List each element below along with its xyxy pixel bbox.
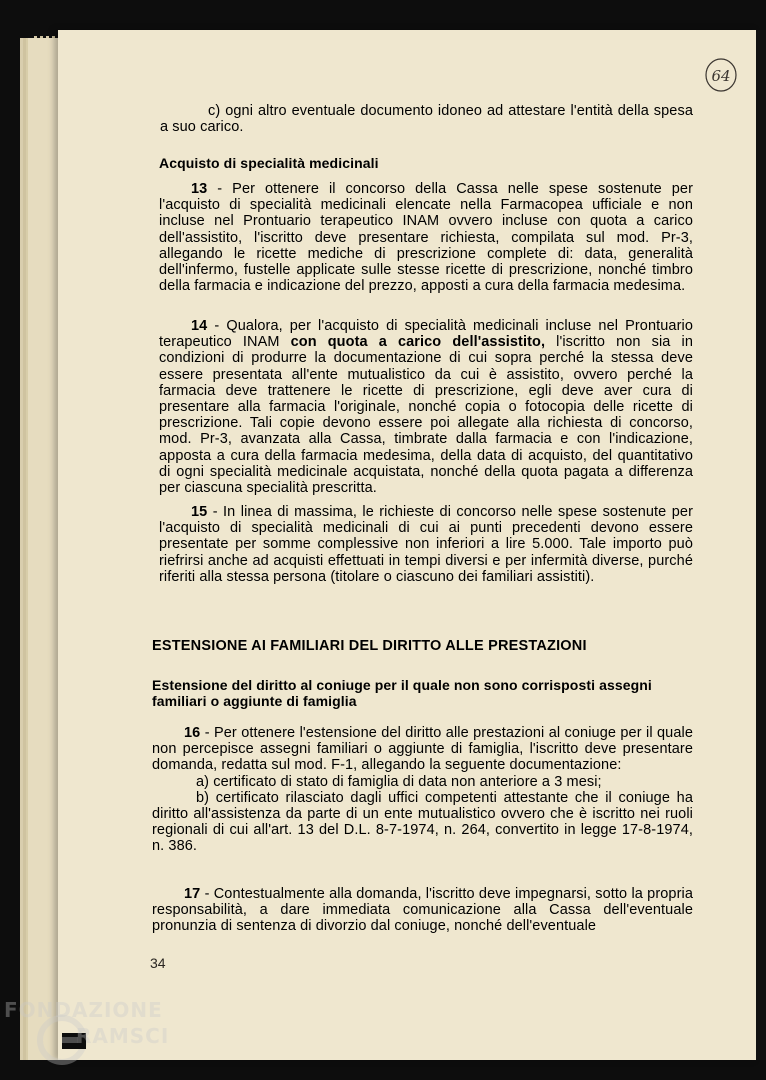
paragraph-text: - In linea di massima, le richieste di concorso nelle spese sostenute per l'acquisto di specialità medicinali di cui ai punti precedenti devono essere presentate per somme complessive non inferiori a lire 5.000. Tale importo può riefrirsi anche ad acquisti effettuati in tempi diversi e per infermità diverse, purché riferiti alla stessa persona (titolare o ciascuno dei familiari assistiti).	[159, 504, 693, 585]
subsection-coniuge	[152, 677, 693, 709]
paragraph-15	[159, 504, 693, 585]
paragraph-bold-text: con quota a carico dell'assistito,	[290, 334, 546, 351]
paragraph-17	[152, 886, 693, 935]
heading-coniuge: Estensione del diritto al coniuge per il quale non sono corrisposti assegni familiari o aggiunte di famiglia	[152, 677, 652, 710]
list-item-b: b) certificato rilasciato dagli uffici competenti attestante che il coniuge ha diritto all'assistenza da parte di un ente mutualistico ovvero che è iscritto nei ruoli regionali di cui all'art. 13 del D.L. 8-7-1974, n. 264, convertito in legge 17-8-1974, n. 386.	[152, 789, 693, 855]
paragraph-text: - Qualora, per l'acquisto di specialità medicinali incluse nel Prontuario terapeutico INAM	[159, 318, 693, 351]
list-item-a: a) certificato di stato di famiglia di data non anteriore a 3 mesi;	[196, 773, 602, 790]
heading-estensione: ESTENSIONE AI FAMILIARI DEL DIRITTO ALLE PRESTAZIONI	[152, 638, 587, 654]
item-c	[160, 103, 693, 135]
paragraph-number: 14	[191, 318, 208, 334]
paragraph-text: l'iscritto non sia in condizioni di produrre la documentazione di cui sopra perché la stessa deve essere presentata all'ente mutualistico da cui è assistito, ovvero perché la farmacia deve trattenere le ricette di prescrizione, egli deve aver cura di presentare alla farmacia l'originale, nonché copia o fotocopia delle ricette di prescrizione. Tali copie devono essere poi allegate alla richiesta di concorso, mod. Pr-3, avanzata alla Cassa, timbrate dalla farmacia e con l'indicazione, apposta a cura della farmacia medesima, della data di acquisto, del quantitativo di ogni specialità medicinale acquistata, nonché della quota pagata a differenza per ciascuna specialità prescritta.	[159, 334, 694, 497]
paragraph-14	[159, 318, 693, 496]
watermark-line1: FONDAZIONE	[4, 998, 163, 1022]
paragraph-number: 16	[184, 725, 201, 741]
paragraph-13	[159, 181, 693, 294]
section-estensione	[152, 638, 693, 654]
page-right-shadow	[756, 30, 766, 1060]
paragraph-text: - Per ottenere il concorso della Cassa nelle spese sostenute per l'acquisto di specialità medicinali elencate nella Farmacopea ufficiale e non incluse nel Prontuario terapeutico INAM ovvero incluse con quota a carico dell'assistito, l'iscritto deve presentare richiesta, compilata sul mod. Pr-3, allegando le ricette mediche di prescrizione complete di: data, generalità dell'infermo, fustelle applicate sulle stesse ricette di prescrizione, nonché timbro della farmacia e indicazione del prezzo, apposti a cura della farmacia medesima.	[159, 181, 693, 295]
paragraph-text: - Contestualmente alla domanda, l'iscritto deve impegnarsi, sotto la propria responsabilità, a dare immediata comunicazione alla Cassa dell'eventuale pronunzia di sentenza di divorzio dal coniuge, nonché dell'eventuale	[152, 886, 693, 935]
handwritten-page-mark-icon	[703, 56, 739, 94]
paragraph-number: 15	[191, 504, 208, 520]
page-number: 34	[150, 955, 166, 971]
paragraph-number: 13	[191, 181, 208, 197]
paragraph-number: 17	[184, 886, 201, 902]
heading-acquisto: Acquisto di specialità medicinali	[159, 155, 379, 171]
handwritten-note: 64	[711, 67, 731, 85]
paragraph-16	[152, 725, 693, 855]
section-acquisto	[159, 155, 693, 171]
watermark-line2: RAMSCI	[76, 1024, 170, 1048]
item-c-text: c) ogni altro eventuale documento idoneo ad attestare l'entità della spesa a suo carico.	[160, 103, 693, 136]
paragraph-text: - Per ottenere l'estensione del diritto alle prestazioni al coniuge per il quale non percepisce assegni familiari o aggiunte di famiglia, l'iscritto deve presentare domanda, redatta sul mod. F-1, allegando la seguente documentazione:	[152, 725, 693, 774]
